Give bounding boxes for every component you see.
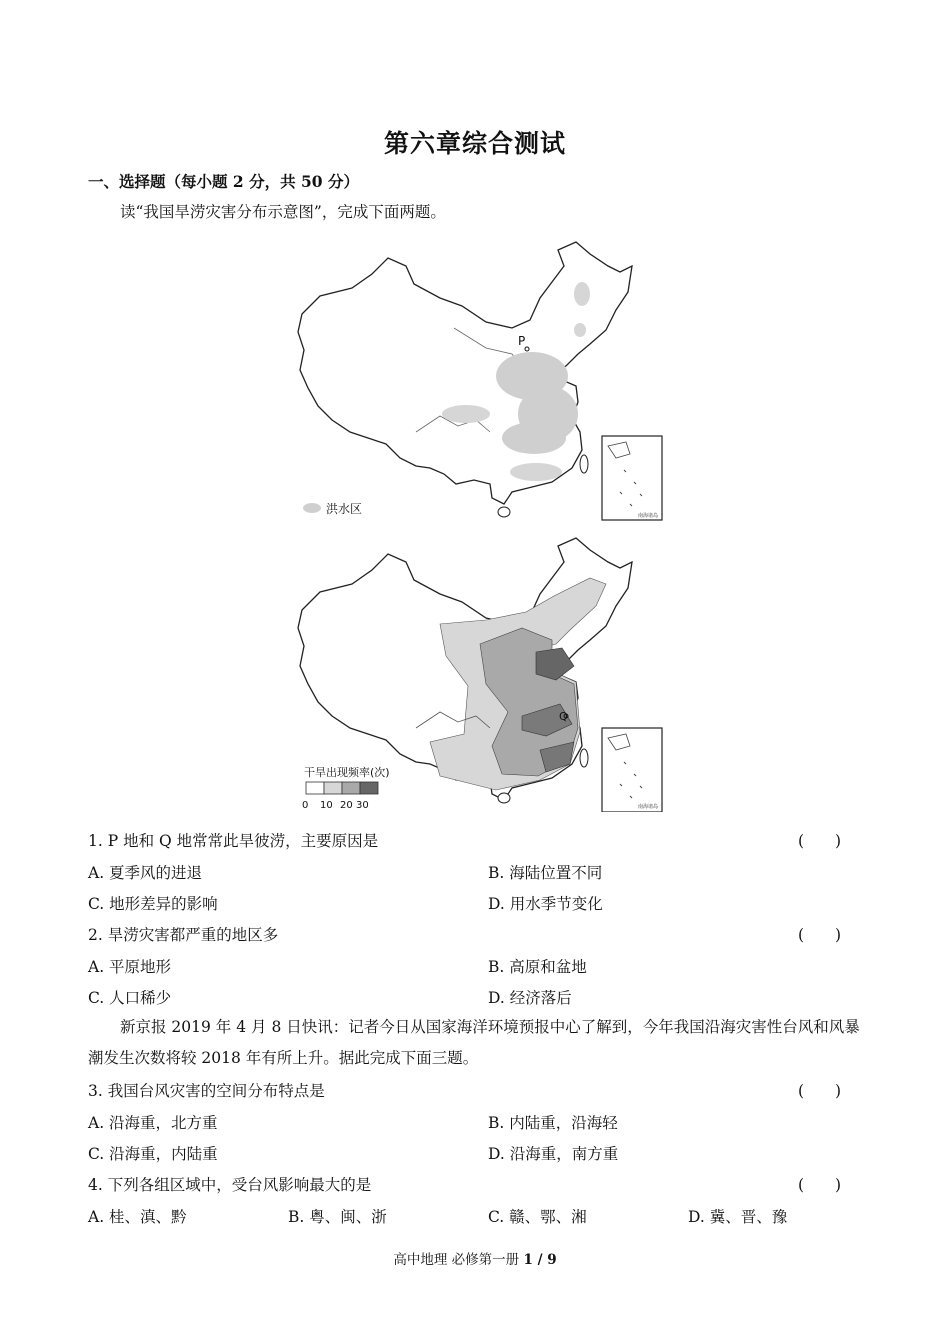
inset-label: 南海诸岛 [638, 513, 659, 519]
flood-map [290, 236, 670, 526]
page-title: 第六章综合测试 [383, 129, 566, 158]
point-q-label: Q [559, 710, 568, 723]
q3-option-c[interactable]: C. 沿海重，内陆重 [88, 1145, 218, 1163]
q3-option-b[interactable]: B. 内陆重，沿海轻 [488, 1114, 618, 1132]
legend-swatch-0 [306, 782, 324, 794]
flood-area [502, 422, 566, 454]
point-p-label: P [518, 334, 526, 348]
question-1-stem: 1. P 地和 Q 地常常此旱彼涝，主要原因是 [88, 832, 379, 850]
q3-option-d[interactable]: D. 沿海重，南方重 [488, 1145, 619, 1163]
q2-option-c[interactable]: C. 人口稀少 [88, 989, 172, 1007]
flood-area [442, 405, 490, 423]
drought-map [290, 532, 670, 812]
legend-tick: 20 [340, 800, 353, 811]
answer-paren[interactable]: ( ) [798, 832, 842, 850]
drought-legend-title: 干旱出现频率(次) [304, 766, 390, 779]
q4-option-a[interactable]: A. 桂、滇、黔 [88, 1208, 187, 1226]
q1-option-c[interactable]: C. 地形差异的影响 [88, 895, 218, 913]
legend-swatch-10 [324, 782, 342, 794]
flood-area [574, 282, 590, 306]
q4-option-d[interactable]: D. 冀、晋、豫 [688, 1208, 788, 1226]
flood-legend-swatch [303, 503, 321, 513]
intro-paragraph-2: 新京报 2019 年 4 月 8 日快讯：记者今日从国家海洋环境预报中心了解到，今年我国沿海灾害性台风和风暴潮发生次数将较 2018 年有所上升。据此完成下面三题。 [88, 1018, 860, 1067]
flood-area [574, 323, 586, 337]
q3-option-a[interactable]: A. 沿海重，北方重 [88, 1114, 218, 1132]
q2-option-a[interactable]: A. 平原地形 [88, 958, 172, 976]
intro-paragraph-1: 读“我国旱涝灾害分布示意图”，完成下面两题。 [120, 203, 446, 221]
section-heading: 一、选择题（每小题 2 分，共 50 分） [88, 172, 359, 191]
flood-area [510, 463, 562, 481]
taiwan-island [580, 749, 588, 767]
hainan-island [498, 793, 510, 803]
question-2-stem: 2. 旱涝灾害都严重的地区多 [88, 926, 279, 944]
legend-swatch-20 [342, 782, 360, 794]
legend-tick: 30 [356, 800, 369, 811]
q2-option-b[interactable]: B. 高原和盆地 [488, 958, 587, 976]
answer-paren[interactable]: ( ) [798, 926, 842, 944]
answer-paren[interactable]: ( ) [798, 1176, 842, 1194]
inset-label: 南海诸岛 [638, 804, 659, 810]
q1-option-a[interactable]: A. 夏季风的进退 [88, 864, 203, 882]
legend-tick: 10 [320, 800, 333, 811]
footer-text: 高中地理 必修第一册 [393, 1252, 524, 1268]
q1-option-b[interactable]: B. 海陆位置不同 [488, 864, 603, 882]
page-footer [0, 1248, 950, 1268]
q4-option-c[interactable]: C. 赣、鄂、湘 [488, 1208, 587, 1226]
taiwan-island [580, 455, 588, 473]
answer-paren[interactable]: ( ) [798, 1082, 842, 1100]
question-3-stem: 3. 我国台风灾害的空间分布特点是 [88, 1082, 325, 1100]
south-sea-inset [602, 728, 662, 812]
q1-option-d[interactable]: D. 用水季节变化 [488, 895, 603, 913]
hainan-island [498, 507, 510, 517]
legend-swatch-30 [360, 782, 378, 794]
south-sea-inset [602, 436, 662, 520]
flood-legend-label: 洪水区 [326, 502, 363, 516]
page-number: 1 / 9 [523, 1252, 557, 1268]
question-4-stem: 4. 下列各组区域中，受台风影响最大的是 [88, 1176, 372, 1194]
q2-option-d[interactable]: D. 经济落后 [488, 989, 572, 1007]
legend-tick: 0 [302, 800, 309, 811]
q4-option-b[interactable]: B. 粤、闽、浙 [288, 1208, 387, 1226]
